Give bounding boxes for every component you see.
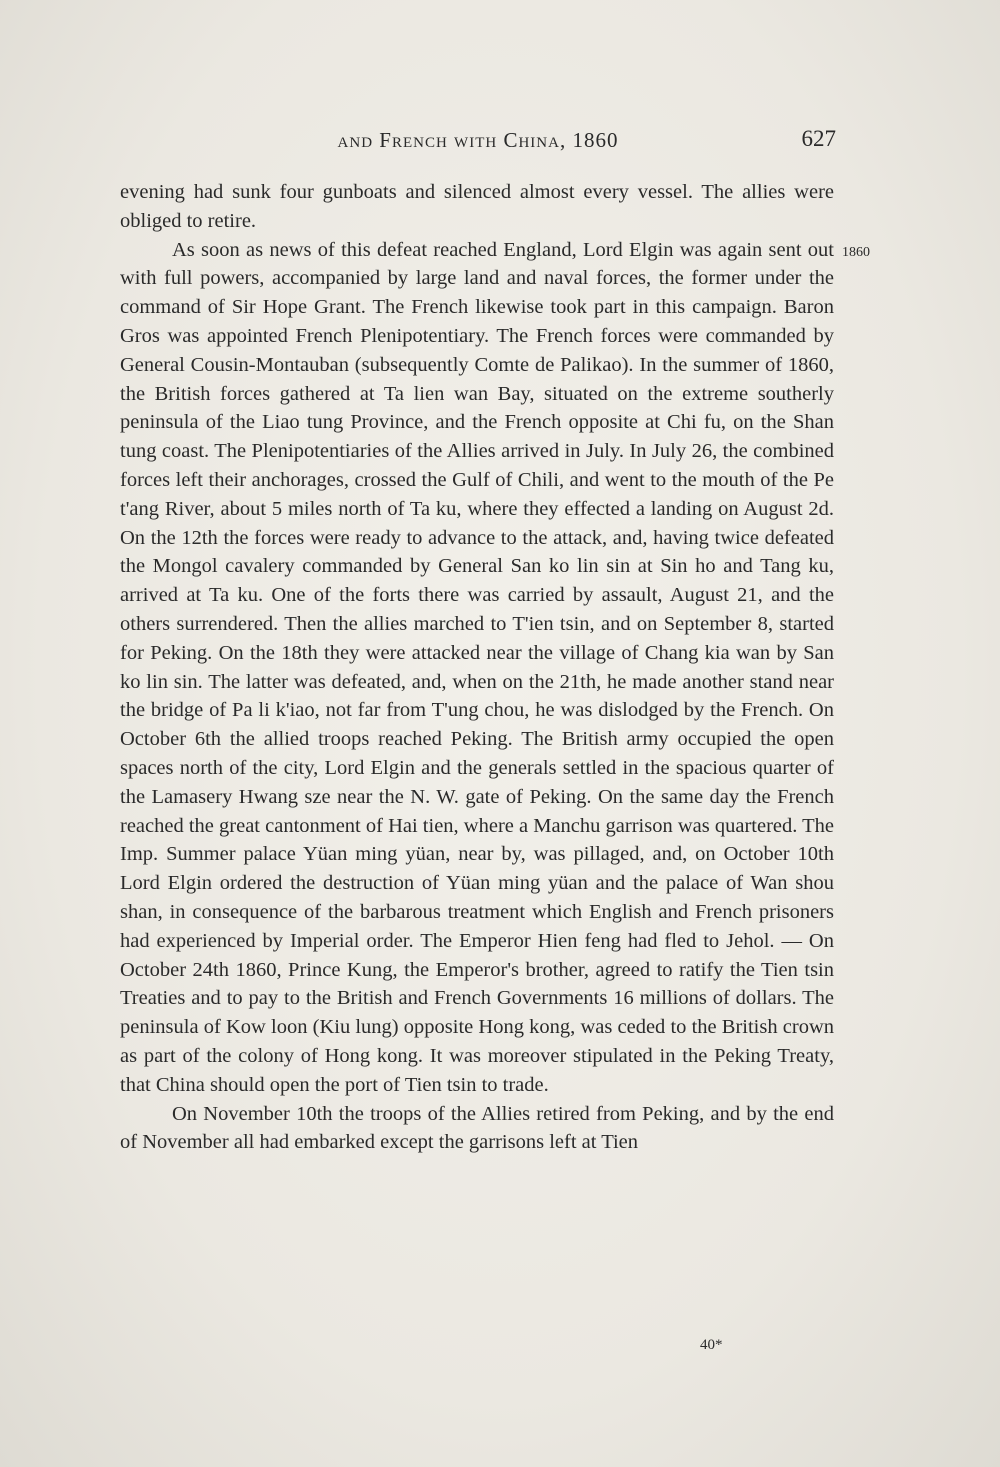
signature-mark: 40* [700,1337,723,1353]
paragraph-3: On November 10th the troops of the Allies retired from Peking, and by the end of November all had embarked except the garrisons left at Tien [120,1102,834,1154]
paragraph-1: evening had sunk four gunboats and silenced almost every vessel. The allies were obliged to retire. [120,181,834,232]
paragraph-2: As soon as news of this defeat reached England, Lord Elgin was again sent out with full powers, accompanied by large land and naval forces, the former under the command of Sir Hope Grant. The French likewise took part in this campaign. Baron Gros was appointed French Plenipotentiary. The French forces were commanded by General Cousin-Montauban (subsequently Comte de Palikao). In the summer of 1860, the British forces gathered at Ta lien wan Bay, situated on the extreme southerly peninsula of the Liao tung Province, and the French opposite at Chi fu, on the Shan tung coast. The Plenipotentiaries of the Allies arrived in July. In July 26, the combined forces left their anchorages, crossed the Gulf of Chili, and went to the mouth of the Pe t'ang River, about 5 miles north of Ta ku, where they effected a landing on August 2d. On the 12th the forces were ready to advance to the attack, and, having twice defeated the Mongol cavalery commanded by General San ko lin sin at Sin ho and Tang ku, arrived at Ta ku. One of the forts there was carried by assault, August 21, and the others surrendered. Then the allies marched to T'ien tsin, and on September 8, started for Peking. On the 18th they were attacked near the village of Chang kia wan by San ko lin sin. The latter was defeated, and, when on the 21th, he made another stand near the bridge of Pa li k'iao, not far from T'ung chou, he was dislodged by the French. On October 6th the allied troops reached Peking. The British army occupied the open spaces north of the city, Lord Elgin and the generals settled in the spacious quarter of the Lamasery Hwang sze near the N. W. gate of Peking. On the same day the French reached the great cantonment of Hai tien, where a Manchu garrison was quartered. The Imp. Summer palace Yüan ming yüan, near by, was pillaged, and, on October 10th Lord Elgin ordered the destruction of Yüan ming yüan and the palace of Wan shou shan, in consequence of the barbarous treatment which English and French prisoners had experienced by Imperial order. The Emperor Hien feng had fled to Jehol. — On October 24th 1860, Prince Kung, the Emperor's brother, agreed to ratify the Tien tsin Treaties and to pay to the British and French Governments 16 millions of dollars. The peninsula of Kow loon (Kiu lung) opposite Hong kong, was ceded to the British crown as part of the colony of Hong kong. It was moreover stipulated in the Peking Treaty, that China should open the port of Tien tsin to trade. [120,238,834,1096]
running-head: and French with China, 1860 [337,128,619,152]
margin-year-note: 1860 [842,245,870,260]
page-header [120,128,836,160]
body-text [120,178,834,1157]
page-number: 627 [801,126,836,151]
